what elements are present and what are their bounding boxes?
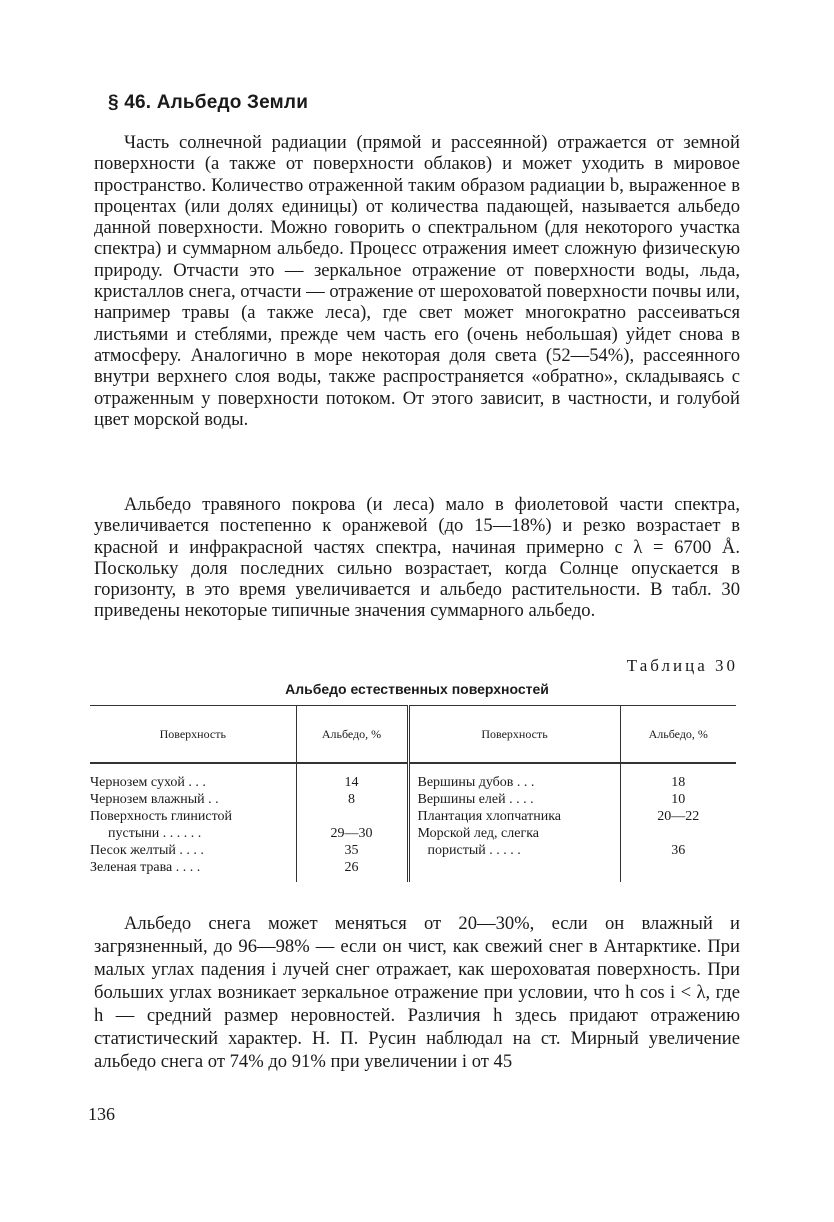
table-row (90, 808, 736, 825)
table-cell-albedo: 10 (671, 792, 686, 807)
header-albedo-1: Альбедо, % (296, 706, 408, 764)
table-cell-albedo (296, 808, 408, 825)
paragraph-3-formula: h cos i < λ (625, 982, 706, 1003)
table-cell-albedo: 36 (671, 843, 686, 858)
table-cell-surface: Песок желтый . . . . (90, 842, 296, 859)
table-cell-surface: пустыни . . . . . . (90, 825, 296, 842)
table-cell-albedo: 18 (671, 775, 686, 790)
table-header-row (90, 706, 736, 764)
table-number: Таблица 30 (626, 656, 738, 675)
header-albedo-2: Альбедо, % (620, 706, 736, 764)
table-cell-albedo: 29—30 (296, 825, 408, 842)
table-cell-surface (408, 859, 620, 882)
table-row (90, 842, 736, 859)
table-cell-surface: Плантация хлопчатника (408, 808, 620, 825)
table-row (90, 791, 736, 808)
table-caption: Альбедо естественных поверхностей (285, 681, 549, 697)
page-number: 136 (88, 1104, 115, 1124)
paragraph-3-text-after: , где h — средний размер неровностей. Различия h здесь придают отражению статистический характер. Н. П. Русин наблюдал на ст. Мирный увеличение альбедо снега от 74% до 91% при увеличении i от 45 (94, 982, 740, 1072)
table-row (90, 859, 736, 882)
table-cell-surface: пористый . . . . . (408, 842, 620, 859)
paragraph-2: Альбедо травяного покрова (и леса) мало в фиолетовой части спектра, увеличивается постепенно к оранжевой (до 15—18%) и резко возрастает в красной и инфракрасной частях спектра, начиная примерно с λ = 6700 Å. Поскольку доля последних сильно возрастает, когда Солнце опускается в горизонту, в это время увеличивается и альбедо растительности. В табл. 30 приведены некоторые типичные значения суммарного альбедо. (94, 494, 740, 622)
table-cell-surface: Чернозем влажный . . (90, 791, 296, 808)
table-cell-albedo (620, 825, 736, 842)
table-cell-surface: Зеленая трава . . . . (90, 859, 296, 882)
albedo-table (90, 705, 736, 882)
table-cell-albedo: 20—22 (657, 809, 700, 824)
table-cell-surface: Поверхность глинистой (90, 808, 296, 825)
table-cell-albedo: 8 (296, 791, 408, 808)
table-cell-surface: Морской лед, слегка (408, 825, 620, 842)
table-cell-albedo: 26 (296, 859, 408, 882)
paragraph-3 (94, 912, 740, 1073)
table-row (90, 763, 736, 791)
table-cell-albedo: 14 (296, 763, 408, 791)
table-row (90, 825, 736, 842)
table-cell-albedo: 35 (296, 842, 408, 859)
section-heading: § 46. Альбедо Земли (108, 92, 309, 113)
paragraph-3-text-before: Альбедо снега может меняться от 20—30%, если он влажный и загрязненный, до 96—98% — если он чист, как свежий снег в Антарктике. При малых углах падения i лучей снег отражает, как шероховатая поверхность. При больших углах возникает зеркальное отражение при условии, что (94, 913, 740, 1003)
table-cell-surface: Вершины дубов . . . (408, 763, 620, 791)
header-surface-2: Поверхность (408, 706, 620, 764)
header-surface-1: Поверхность (90, 706, 296, 764)
paragraph-1: Часть солнечной радиации (прямой и рассеянной) отражается от земной поверхности (а также от поверхности облаков) и может уходить в мировое пространство. Количество отраженной таким образом радиации b, выраженное в процентах (или долях единицы) от количества падающей, называется альбедо данной поверхности. Можно говорить о спектральном (для некоторого участка спектра) и суммарном альбедо. Процесс отражения имеет сложную физическую природу. Отчасти это — зеркальное отражение от поверхности воды, льда, кристаллов снега, отчасти — отражение от шероховатой поверхности почвы или, например травы (а также леса), где свет может многократно рассеиваться листьями и стеблями, прежде чем часть его (очень небольшая) уйдет снова в атмосферу. Аналогично в море некоторая доля света (52—54%), рассеянного внутри верхнего слоя воды, также распространяется «обратно», складываясь с отраженным у поверхности потоком. От этого зависит, в частности, и голубой цвет морской воды. (94, 132, 740, 430)
table-cell-surface: Чернозем сухой . . . (90, 763, 296, 791)
table-cell-albedo (620, 859, 736, 882)
table-cell-surface: Вершины елей . . . . (408, 791, 620, 808)
